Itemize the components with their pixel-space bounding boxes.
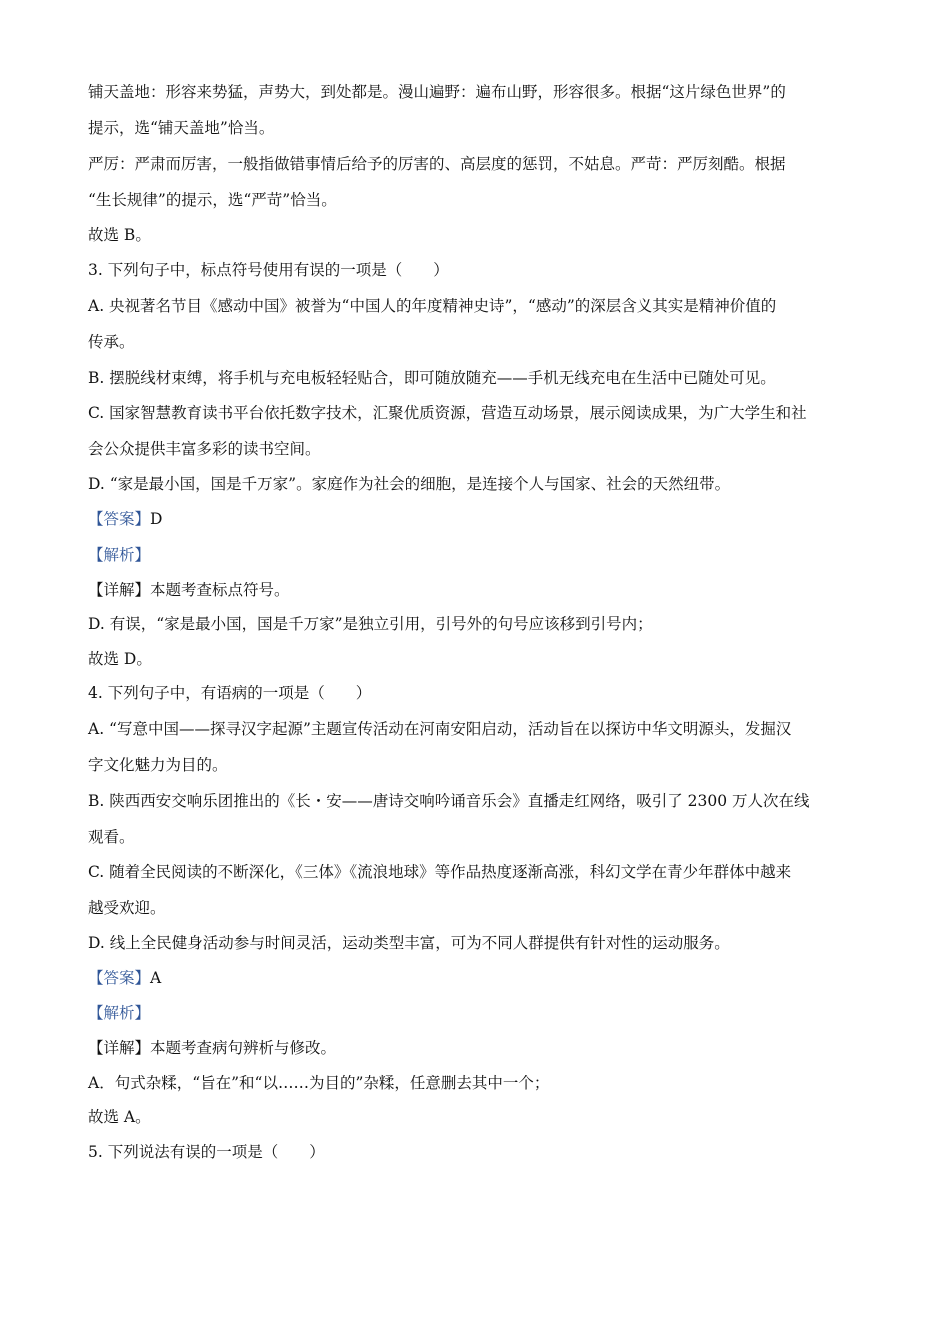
answer-value: D (150, 510, 163, 528)
text-line: 铺天盖地：形容来势猛，声势大，到处都是。漫山遍野：遍布山野，形容很多。根据“这片绿色世界”的 (88, 83, 786, 101)
text-line: 故选 A。 (88, 1108, 151, 1126)
option-line: D. “家是最小国，国是千万家”。家庭作为社会的细胞，是连接个人与国家、社会的天然纽带。 (88, 475, 731, 493)
text-line: A．句式杂糅，“旨在”和“以……为目的”杂糅，任意删去其中一个； (88, 1074, 550, 1092)
text-line: 故选 D。 (88, 650, 152, 668)
option-line: B. 陕西西安交响乐团推出的《长・安——唐诗交响吟诵音乐会》直播走红网络，吸引了 2300 万人次在线 (88, 792, 810, 810)
question-title: 3. 下列句子中，标点符号使用有误的一项是（ ） (88, 261, 449, 279)
option-line: 观看。 (88, 828, 135, 846)
option-line: D. 线上全民健身活动参与时间灵活，运动类型丰富，可为不同人群提供有针对性的运动服务。 (88, 934, 730, 952)
option-line: A. “写意中国——探寻汉字起源”主题宣传活动在河南安阳启动，活动旨在以探访中华文明源头，发掘汉 (88, 720, 792, 738)
option-line: B. 摆脱线材束缚，将手机与充电板轻轻贴合，即可随放随充——手机无线充电在生活中已随处可见。 (88, 369, 776, 387)
answer-tag: 【答案】 (88, 510, 151, 528)
option-line: C. 随着全民阅读的不断深化，《三体》《流浪地球》等作品热度逐渐高涨，科幻文学在青少年群体中越来 (88, 863, 792, 881)
text-line: 【详解】本题考查标点符号。 (88, 581, 290, 599)
text-line: D. 有误，“家是最小国，国是千万家”是独立引用，引号外的句号应该移到引号内； (88, 615, 653, 633)
analysis-line (88, 545, 150, 565)
option-line: 传承。 (88, 333, 135, 351)
text-line: 【详解】本题考查病句辨析与修改。 (88, 1039, 337, 1057)
text-line: “生长规律”的提示，选“严苛”恰当。 (88, 191, 337, 209)
question-title: 5. 下列说法有误的一项是（ ） (88, 1143, 325, 1161)
option-line: 会公众提供丰富多彩的读书空间。 (88, 440, 321, 458)
option-line: C. 国家智慧教育读书平台依托数字技术，汇聚优质资源，营造互动场景，展示阅读成果，为广大学生和社 (88, 404, 807, 422)
answer-value: A (150, 969, 162, 987)
analysis-line (88, 1003, 150, 1023)
option-line: 字文化魅力为目的。 (88, 756, 228, 774)
analysis-tag: 【解析】 (88, 546, 151, 564)
answer-line (88, 968, 161, 988)
option-line: A. 央视著名节目《感动中国》被誉为“中国人的年度精神史诗”，“感动”的深层含义其实是精神价值的 (88, 297, 777, 315)
text-line: 严厉：严肃而厉害，一般指做错事情后给予的厉害的、高层度的惩罚，不姑息。严苛：严厉刻酷。根据 (88, 155, 786, 173)
text-line: 提示，选“铺天盖地”恰当。 (88, 119, 275, 137)
text-line: 故选 B。 (88, 226, 151, 244)
question-title: 4. 下列句子中，有语病的一项是（ ） (88, 684, 372, 702)
analysis-tag: 【解析】 (88, 1004, 151, 1022)
answer-tag: 【答案】 (88, 969, 151, 987)
answer-line (88, 509, 162, 529)
option-line: 越受欢迎。 (88, 899, 166, 917)
